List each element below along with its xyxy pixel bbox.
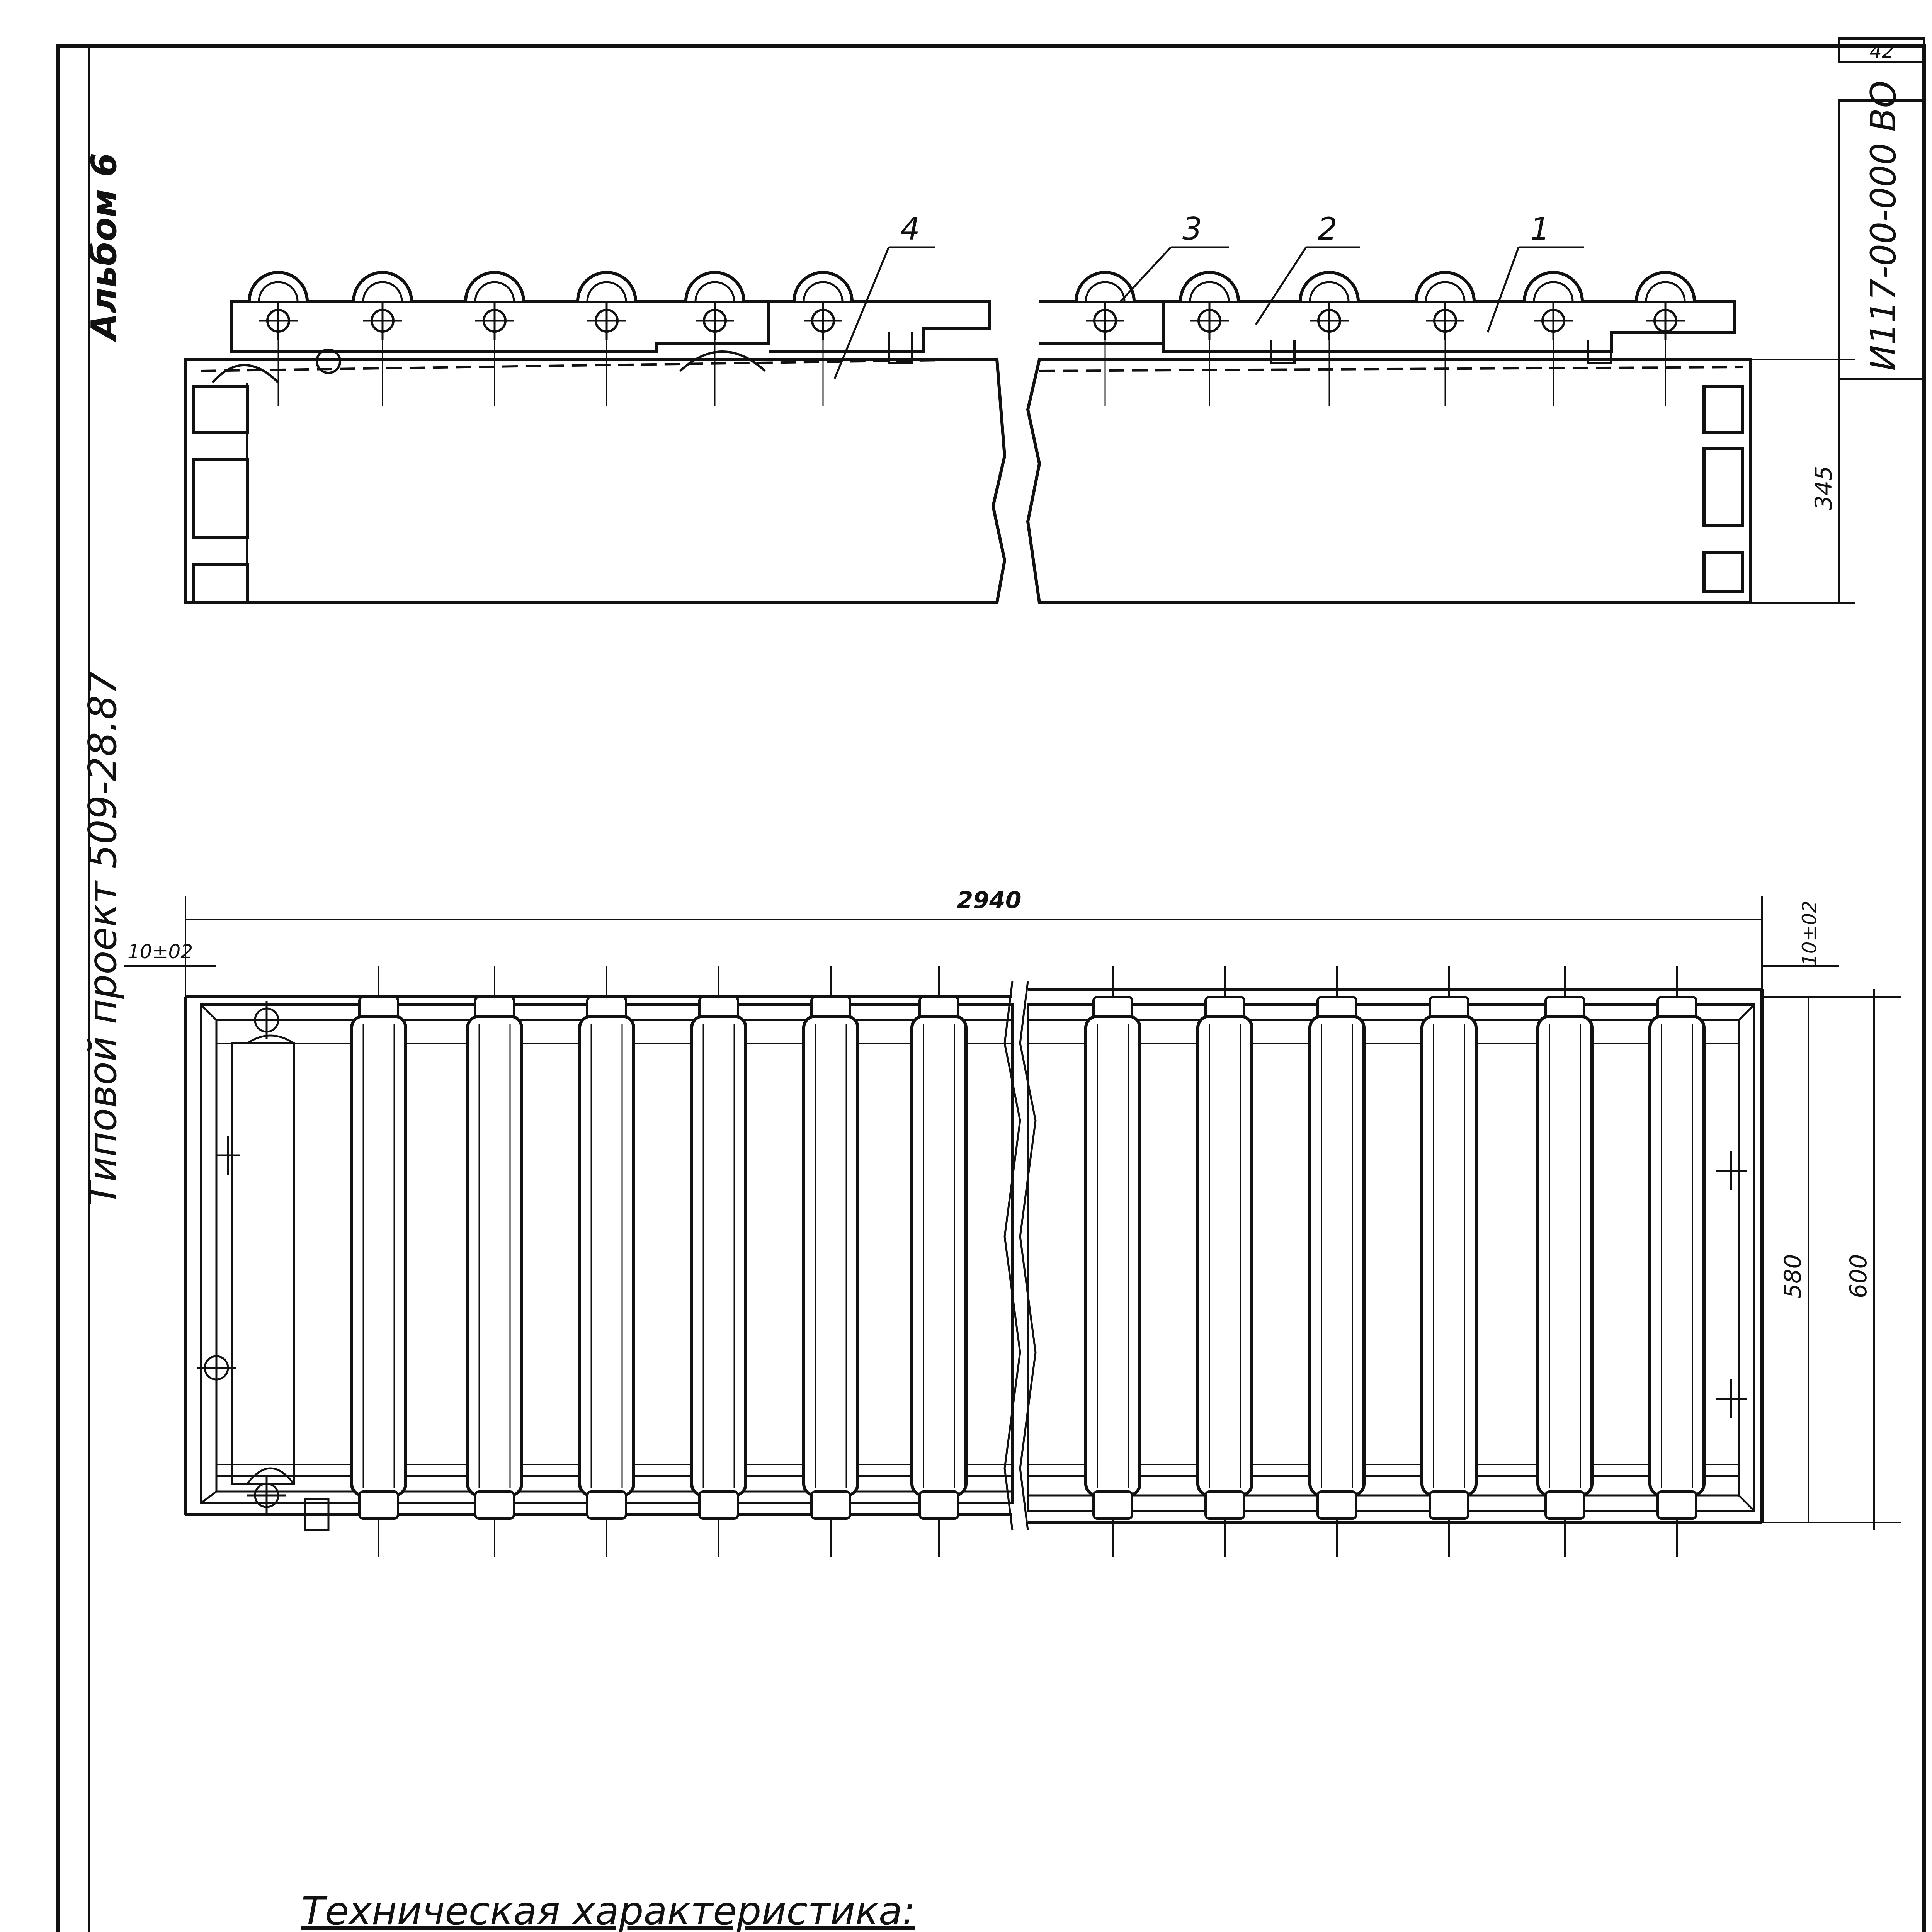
- height-dimension-value: 345: [1810, 466, 1837, 510]
- side-roller: [794, 272, 852, 406]
- height-dimension: [1750, 359, 1855, 603]
- side-roller: [1524, 272, 1582, 406]
- plan-roller: [912, 966, 966, 1557]
- plan-roller: [468, 966, 522, 1557]
- side-roller: [466, 272, 524, 406]
- plan-roller: [692, 966, 746, 1557]
- width-outer-value: 600: [1845, 1254, 1872, 1298]
- plan-roller: [1422, 966, 1476, 1557]
- tolerance-left: 10±02: [128, 940, 193, 963]
- side-roller: [686, 272, 744, 406]
- side-roller: [578, 272, 636, 406]
- side-view: [185, 301, 1750, 603]
- callout-1: 1: [1530, 211, 1550, 247]
- side-roller: [1180, 272, 1238, 406]
- side-rollers: [249, 272, 1694, 406]
- plan-roller: [1310, 966, 1364, 1557]
- plan-roller: [1538, 966, 1592, 1557]
- width-inner-value: 580: [1779, 1254, 1806, 1298]
- callout-2: 2: [1318, 211, 1337, 247]
- side-roller: [1636, 272, 1694, 406]
- callout-3: 3: [1182, 211, 1202, 247]
- plan-roller: [1198, 966, 1252, 1557]
- plan-roller: [352, 966, 406, 1557]
- sheet-corner-number: 42: [1869, 40, 1894, 63]
- side-roller: [249, 272, 307, 406]
- project-label: Типовой проект 509-28.87: [80, 670, 125, 1206]
- plan-roller: [1650, 966, 1704, 1557]
- sheet-frame: [58, 39, 1924, 1932]
- side-roller: [1416, 272, 1474, 406]
- tech-heading: Техническая характеристика:: [301, 1888, 915, 1932]
- album-label: Альбом 6: [84, 153, 124, 340]
- plan-roller: [1086, 966, 1140, 1557]
- length-dimension-value: 2940: [957, 887, 1022, 914]
- tolerance-right: 10±02: [1798, 900, 1821, 966]
- callout-4: 4: [900, 211, 920, 247]
- side-roller: [1300, 272, 1358, 406]
- plan-roller: [804, 966, 858, 1557]
- plan-roller: [580, 966, 634, 1557]
- side-roller: [1076, 272, 1134, 406]
- stamp-code: И117-00-000 ВО: [1863, 80, 1904, 371]
- side-roller: [354, 272, 412, 406]
